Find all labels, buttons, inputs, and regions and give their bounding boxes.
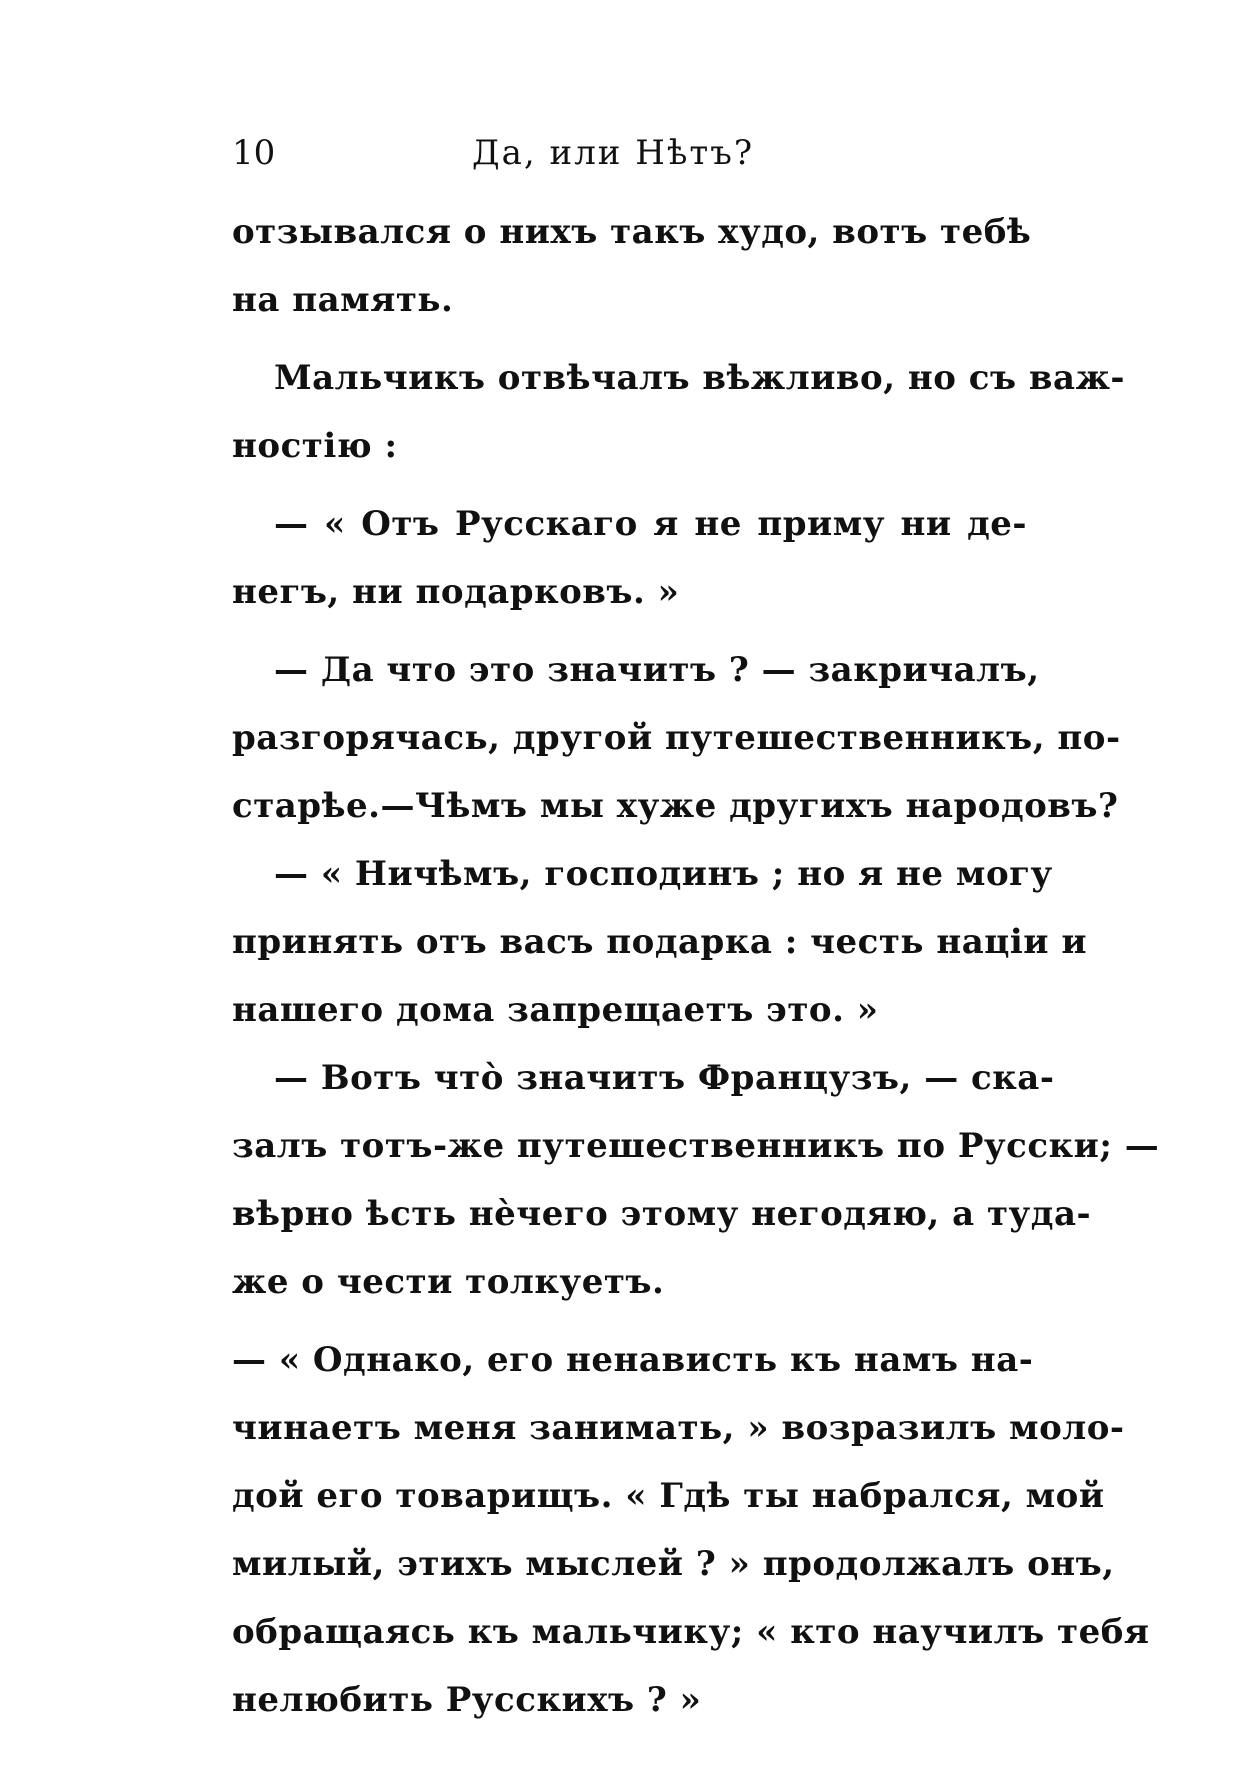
paragraph — [232, 198, 1032, 334]
running-title: Да, или Нѣтъ? — [472, 133, 755, 173]
text-line: негъ, ни подарковъ. » — [232, 572, 680, 612]
text-line: милый, этихъ мыслей ? » продолжалъ онъ, — [232, 1544, 1115, 1584]
text-line: — Да что это значитъ ? — закричалъ, — [274, 650, 1040, 690]
paragraph — [232, 636, 1121, 840]
paragraph — [232, 1326, 1150, 1734]
text-line: — « Однако, его ненависть къ намъ на- — [232, 1340, 1034, 1380]
text-line: на память. — [232, 280, 454, 320]
text-line: старѣе.—Чѣмъ мы хуже другихъ народовъ? — [232, 786, 1119, 826]
page-header — [232, 130, 1027, 176]
text-line: дой его товарищъ. « Гдѣ ты набрался, мой — [232, 1476, 1105, 1516]
paragraph — [232, 490, 1027, 626]
paragraph — [232, 344, 1126, 480]
text-line: же о чести толкуетъ. — [232, 1262, 665, 1302]
text-line: Мальчикъ отвѣчалъ вѣжливо, но съ важ- — [274, 358, 1126, 398]
body-text — [232, 198, 1160, 1734]
text-line: нелюбить Русскихъ ? » — [232, 1680, 702, 1720]
text-line: принять отъ васъ подарка : честь націи и — [232, 922, 1088, 962]
text-line: обращаясь къ мальчику; « кто научилъ тебя — [232, 1612, 1150, 1652]
paragraph — [232, 840, 1088, 1044]
text-line: разгорячась, другой путешественникъ, по- — [232, 718, 1121, 758]
text-line: вѣрно ѣсть нѐчего этому негодяю, а туда- — [232, 1194, 1092, 1234]
text-line: чинаетъ меня занимать, » возразилъ моло- — [232, 1408, 1125, 1448]
page-number: 10 — [232, 133, 276, 173]
text-line: залъ тотъ-же путешественникъ по Русски; — — [232, 1126, 1160, 1166]
paragraph — [232, 1044, 1160, 1316]
text-line: — « Отъ Русскаго я не приму ни де- — [274, 504, 1027, 544]
text-line: нашего дома запрещаетъ это. » — [232, 990, 879, 1030]
text-line: отзывался о нихъ такъ худо, вотъ тебѣ — [232, 212, 1032, 252]
text-line: — « Ничѣмъ, господинъ ; но я не могу — [274, 854, 1053, 894]
text-line: ностію : — [232, 426, 398, 466]
text-line: — Вотъ что̀ значитъ Французъ, — ска- — [274, 1058, 1055, 1098]
